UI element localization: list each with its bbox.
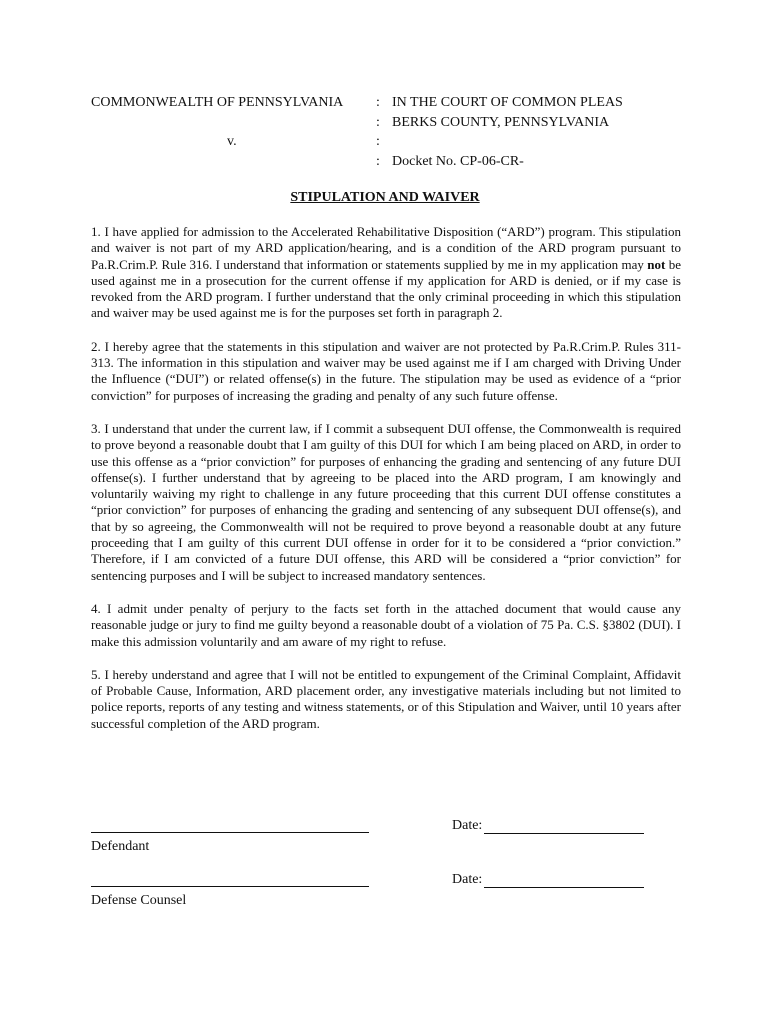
caption-versus: v.: [227, 134, 237, 149]
caption-colon: :: [376, 95, 380, 110]
caption-colon: :: [376, 134, 380, 149]
caption-row: [91, 132, 691, 152]
caption-colon: :: [376, 153, 380, 169]
paragraph-1-emphasis: not: [647, 256, 666, 272]
paragraph-4: 4. I admit under penalty of perjury to the facts set forth in the attached document that would cause any reasonable judge or jury to find me guilty beyond a reasonable doubt of a violation of 75 Pa. C.S. §3802 (DUI). I make this admission voluntarily and am aware of my right to refuse.: [91, 600, 681, 649]
caption-left-blank: [91, 152, 376, 172]
caption-county: BERKS COUNTY, PENNSYLVANIA: [392, 114, 610, 130]
paragraph-1-text-a: 1. I have applied for admission to the Accelerated Rehabilitative Disposition (“ARD”) program. This stipulation and waiver is not part of my ARD application/hearing, and is a condition of the ARD program pursuant to Pa.R.Crim.P. Rule 316. I understand that information or statements supplied by me in my application may: [91, 224, 681, 272]
paragraph-2: 2. I hereby agree that the statements in this stipulation and waiver are not protected by Pa.R.Crim.P. Rules 311-313. The information in this stipulation and waiver may be used against me if I am charged with Driving Under the Influence (“DUI”) or related offense(s) in the future. The stipulation may be used as evidence of a “prior conviction” for purposes of increasing the grading and penalty of any such future offense.: [91, 338, 681, 403]
caption-row: [91, 93, 691, 113]
document-title: STIPULATION AND WAIVER: [290, 190, 480, 205]
paragraph-1-text-b: be used against me in a prosecution for the current offense if my application for ARD is denied, or if my case is revoked from the ARD program. I further understand that the only criminal proceeding in which this stipulation and waiver may be used against me is for the purposes set forth in paragraph 2.: [91, 256, 681, 321]
defendant-date-block: [452, 818, 644, 834]
defendant-signature-line[interactable]: [91, 832, 369, 833]
caption-row: [91, 152, 691, 172]
caption-court-name: IN THE COURT OF COMMON PLEAS: [392, 95, 623, 110]
caption-party-plaintiff: COMMONWEALTH OF PENNSYLVANIA: [91, 95, 344, 110]
defendant-date-field[interactable]: [484, 819, 644, 834]
counsel-date-field[interactable]: [484, 873, 644, 888]
counsel-label: Defense Counsel: [91, 893, 187, 908]
date-label: Date:: [452, 818, 483, 833]
paragraph-3: 3. I understand that under the current law, if I commit a subsequent DUI offense, the Commonwealth is required to prove beyond a reasonable doubt that I am guilty of this DUI for which I am being placed on ARD, in order to use this offense as a “prior conviction” for purposes of enhancing the grading and sentencing of any future DUI offense(s). I further understand that by agreeing to be placed into the ARD program, I am knowingly and voluntarily waiving my right to challenge in any future proceeding that this current DUI offense constitutes a “prior conviction” for purposes of enhancing the grading and sentencing of any subsequent DUI offense(s), and that by so agreeing, the Commonwealth will not be required to prove beyond a reasonable doubt at any future proceeding that I am guilty of this current DUI offense in order for it to be considered a “prior conviction.” Therefore, if I am convicted of a future DUI offense, this ARD will be considered a “prior conviction” for sentencing purposes and I will be subject to increased mandatory sentences.: [91, 420, 681, 583]
defendant-label: Defendant: [91, 839, 150, 854]
case-caption: [91, 93, 691, 171]
date-label: Date:: [452, 872, 483, 887]
caption-left-blank: [91, 113, 376, 133]
paragraph-1: [91, 224, 681, 322]
caption-colon: :: [376, 114, 380, 130]
counsel-signature-block: [91, 886, 369, 909]
caption-row: [91, 113, 691, 133]
caption-docket-number: Docket No. CP-06-CR-: [392, 153, 524, 169]
document-body: [91, 224, 681, 749]
defendant-signature-block: [91, 832, 369, 855]
counsel-date-block: [452, 872, 644, 888]
paragraph-5: 5. I hereby understand and agree that I will not be entitled to expungement of the Criminal Complaint, Affidavit of Probable Cause, Information, ARD placement order, any investigative materials including but not limited to police reports, reports of any testing and witness statements, or of this Stipulation and Waiver, until 10 years after successful completion of the ARD program.: [91, 666, 681, 731]
counsel-signature-line[interactable]: [91, 886, 369, 887]
